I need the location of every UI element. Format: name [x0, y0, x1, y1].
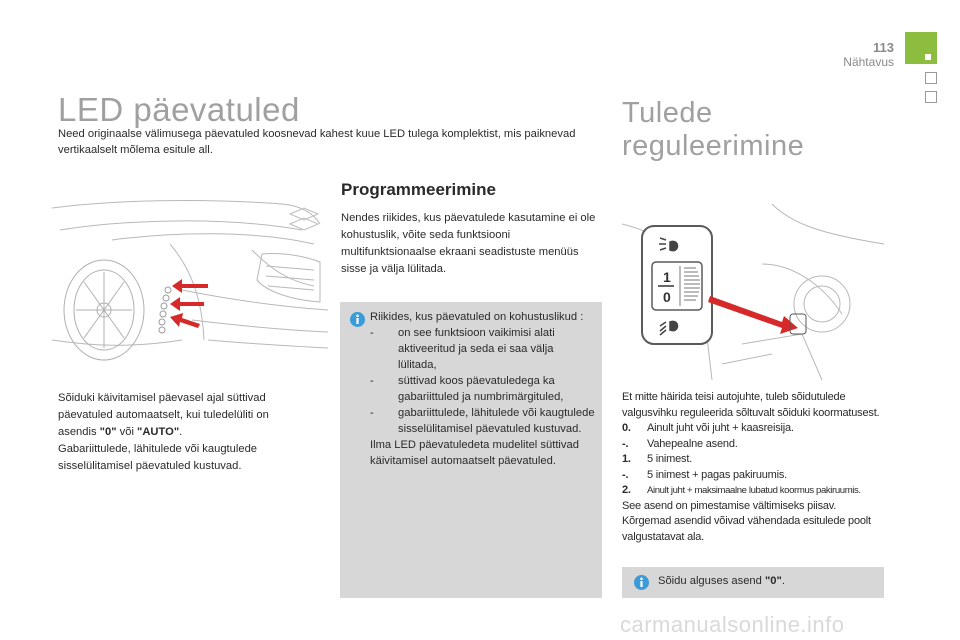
setting-key: -. — [622, 468, 629, 481]
info-icon — [634, 575, 649, 590]
led-operation-text — [58, 390, 308, 475]
setting-row — [622, 452, 887, 468]
led-dots — [159, 287, 171, 333]
adjust-title-line1: Tulede — [622, 97, 713, 129]
position-zero: "0" — [99, 426, 117, 438]
red-arrow-right — [708, 296, 798, 334]
setting-key: 2. — [622, 484, 631, 496]
chapter-marker-1 — [925, 72, 937, 84]
setting-value: 5 inimest. — [647, 453, 693, 465]
setting-key: -. — [622, 437, 629, 450]
setting-value: Vahepealne asend. — [647, 437, 738, 450]
info-icon — [350, 312, 365, 327]
note-item: - on see funktsioon vaikimisi alati aktiveeritud ja seda ei saa välja lülitada, — [370, 327, 555, 371]
setting-row — [622, 468, 887, 484]
watermark: carmanualsonline.info — [620, 612, 845, 637]
led-title: LED päevatuled — [58, 91, 300, 128]
adjust-text — [622, 390, 887, 545]
adjust-note-text — [658, 575, 785, 587]
led-operation-or: või — [116, 426, 138, 438]
headlamp-adjust-illustration — [622, 204, 884, 380]
led-intro: Need originaalse välimusega päevatuled koosnevad kahest kuue LED tulega komplektist, mis paiknevad vertikaalselt mõlema esitule all. — [58, 128, 576, 156]
dial-marking-1: 1 — [663, 269, 671, 285]
setting-row — [622, 437, 887, 453]
adjust-note-value: "0" — [764, 575, 782, 587]
car-front-illustration — [52, 190, 328, 376]
adjust-note-prefix: Sõidu alguses asend — [658, 575, 765, 587]
note-intro: Riikides, kus päevatuled on kohustuslikud : — [370, 311, 584, 323]
programming-title: Programmeerimine — [341, 180, 496, 199]
note-item: - gabariittulede, lähitulede või kaugtulede sisselülitamisel päevatuled kustuvad. — [370, 407, 595, 435]
front-wheel — [64, 260, 144, 360]
setting-key: 1. — [622, 453, 631, 465]
programming-note — [340, 302, 602, 598]
setting-key: 0. — [622, 422, 631, 434]
adjust-outro-2: Kõrgemad asendid võivad vähendada esitulede poolt valgustatavat ala. — [622, 515, 871, 543]
led-operation-dot: . — [179, 426, 183, 438]
adjust-title — [622, 97, 804, 163]
setting-row — [622, 483, 887, 499]
setting-row — [622, 421, 887, 437]
dial-marking-0: 0 — [663, 289, 671, 305]
adjust-note-suffix: . — [781, 575, 785, 587]
setting-value: Ainult juht + maksimaalne lubatud koormus pakiruumis. — [647, 485, 861, 496]
programming-text: Nendes riikides, kus päevatulede kasutamine ei ole kohustuslik, võite seda funktsiooni multifunktsionaalse ekraani seadistuste menüüs sisse ja välja lülitada. — [341, 212, 596, 275]
adjust-note — [622, 567, 884, 598]
note-outro: Ilma LED päevatuledeta mudelitel süttivad käivitamisel automaatselt päevatuled. — [370, 439, 579, 467]
adjust-outro-1: See asend on pimestamise vältimiseks piisav. — [622, 499, 837, 512]
chapter-marker-2 — [925, 91, 937, 103]
adjust-title-line2: reguleerimine — [622, 130, 805, 162]
position-auto: "AUTO" — [137, 426, 180, 438]
chapter-tab — [905, 32, 937, 64]
adjust-intro: Et mitte häirida teisi autojuhte, tuleb sõidutulede valgusvihku reguleerida sõltuvalt sõiduki koormatusest. — [622, 391, 880, 419]
section-title: Nähtavus — [843, 55, 894, 69]
led-operation-text-1: Sõiduki käivitamisel päevasel ajal süttivad päevatuled automaatselt, kui tuledelüliti on asendis — [58, 392, 269, 438]
setting-value: 5 inimest + pagas pakiruumis. — [647, 468, 788, 481]
led-operation-text-2: Gabariittulede, lähitulede või kaugtulede sisselülitamisel päevatuled kustuvad. — [58, 443, 258, 472]
setting-value: Ainult juht või juht + kaasreisija. — [647, 422, 794, 434]
chapter-tab-dot — [925, 54, 931, 60]
note-item: - süttivad koos päevatuledega ka gabariittuled ja numbrimärgituled, — [370, 375, 564, 403]
page-number: 113 — [873, 40, 894, 55]
